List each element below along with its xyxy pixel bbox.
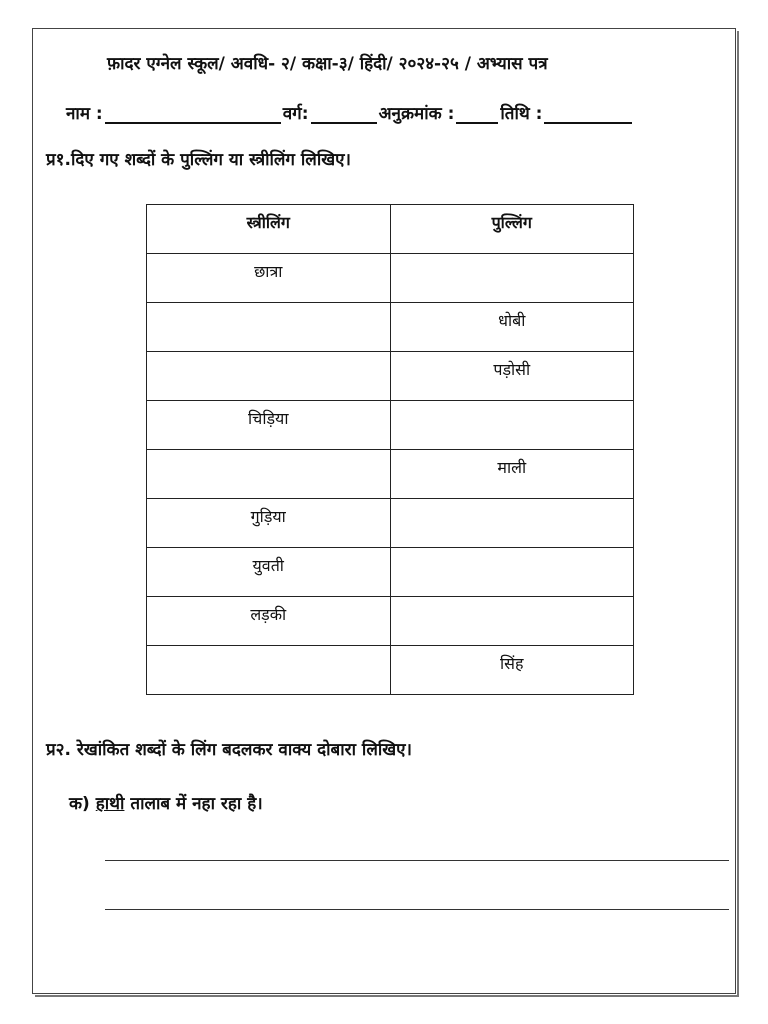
table-row xyxy=(147,548,634,597)
table-cell-masculine[interactable] xyxy=(390,254,634,303)
answer-line-2[interactable] xyxy=(105,909,729,910)
table-cell-feminine[interactable] xyxy=(147,646,391,695)
table-cell-masculine[interactable] xyxy=(390,597,634,646)
table-cell-feminine[interactable]: लड़की xyxy=(147,597,391,646)
table-row xyxy=(147,254,634,303)
date-label: तिथि : xyxy=(500,104,543,124)
question-2-text: प्र२. रेखांकित शब्दों के लिंग बदलकर वाक्य दोबारा लिखिए। xyxy=(46,740,412,760)
roll-label: अनुक्रमांक : xyxy=(378,104,455,124)
table-cell-feminine[interactable] xyxy=(147,303,391,352)
roll-blank[interactable] xyxy=(456,104,498,124)
table-cell-masculine[interactable] xyxy=(390,548,634,597)
question-1-text: प्र१.दिए गए शब्दों के पुल्लिंग या स्त्रीलिंग लिखिए। xyxy=(46,150,351,170)
table-cell-masculine[interactable]: माली xyxy=(390,450,634,499)
table-cell-feminine[interactable]: गुड़िया xyxy=(147,499,391,548)
table-row xyxy=(147,646,634,695)
table-header-row xyxy=(147,205,634,254)
table-row xyxy=(147,450,634,499)
table-row xyxy=(147,597,634,646)
class-blank[interactable] xyxy=(311,104,377,124)
table-cell-feminine[interactable] xyxy=(147,352,391,401)
name-blank[interactable] xyxy=(105,104,281,124)
table-cell-masculine[interactable]: पड़ोसी xyxy=(390,352,634,401)
class-label: वर्ग: xyxy=(282,104,309,124)
date-blank[interactable] xyxy=(544,104,632,124)
underlined-word: हाथी xyxy=(95,794,125,814)
answer-line-1[interactable] xyxy=(105,860,729,861)
name-label: नाम : xyxy=(66,104,103,124)
table-cell-masculine[interactable]: सिंह xyxy=(390,646,634,695)
table-row xyxy=(147,303,634,352)
table-cell-masculine[interactable] xyxy=(390,499,634,548)
table-cell-masculine[interactable] xyxy=(390,401,634,450)
table-cell-feminine[interactable]: युवती xyxy=(147,548,391,597)
worksheet-page xyxy=(32,28,736,994)
table-cell-masculine[interactable]: धोबी xyxy=(390,303,634,352)
table-row xyxy=(147,401,634,450)
table-row xyxy=(147,499,634,548)
header-feminine: स्त्रीलिंग xyxy=(147,205,391,254)
worksheet-title: फ़ादर एग्नेल स्कूल/ अवधि- २/ कक्षा-३/ हिंदी/ २०२४-२५ / अभ्यास पत्र xyxy=(107,54,548,74)
question-2a-prefix: क) xyxy=(69,794,90,814)
question-2a xyxy=(69,791,263,814)
gender-table xyxy=(146,204,634,695)
header-masculine: पुल्लिंग xyxy=(390,205,634,254)
question-2a-rest: तालाब में नहा रहा है। xyxy=(130,794,263,814)
student-info-line xyxy=(66,101,634,124)
table-row xyxy=(147,352,634,401)
table-cell-feminine[interactable] xyxy=(147,450,391,499)
table-cell-feminine[interactable]: छात्रा xyxy=(147,254,391,303)
table-cell-feminine[interactable]: चिड़िया xyxy=(147,401,391,450)
